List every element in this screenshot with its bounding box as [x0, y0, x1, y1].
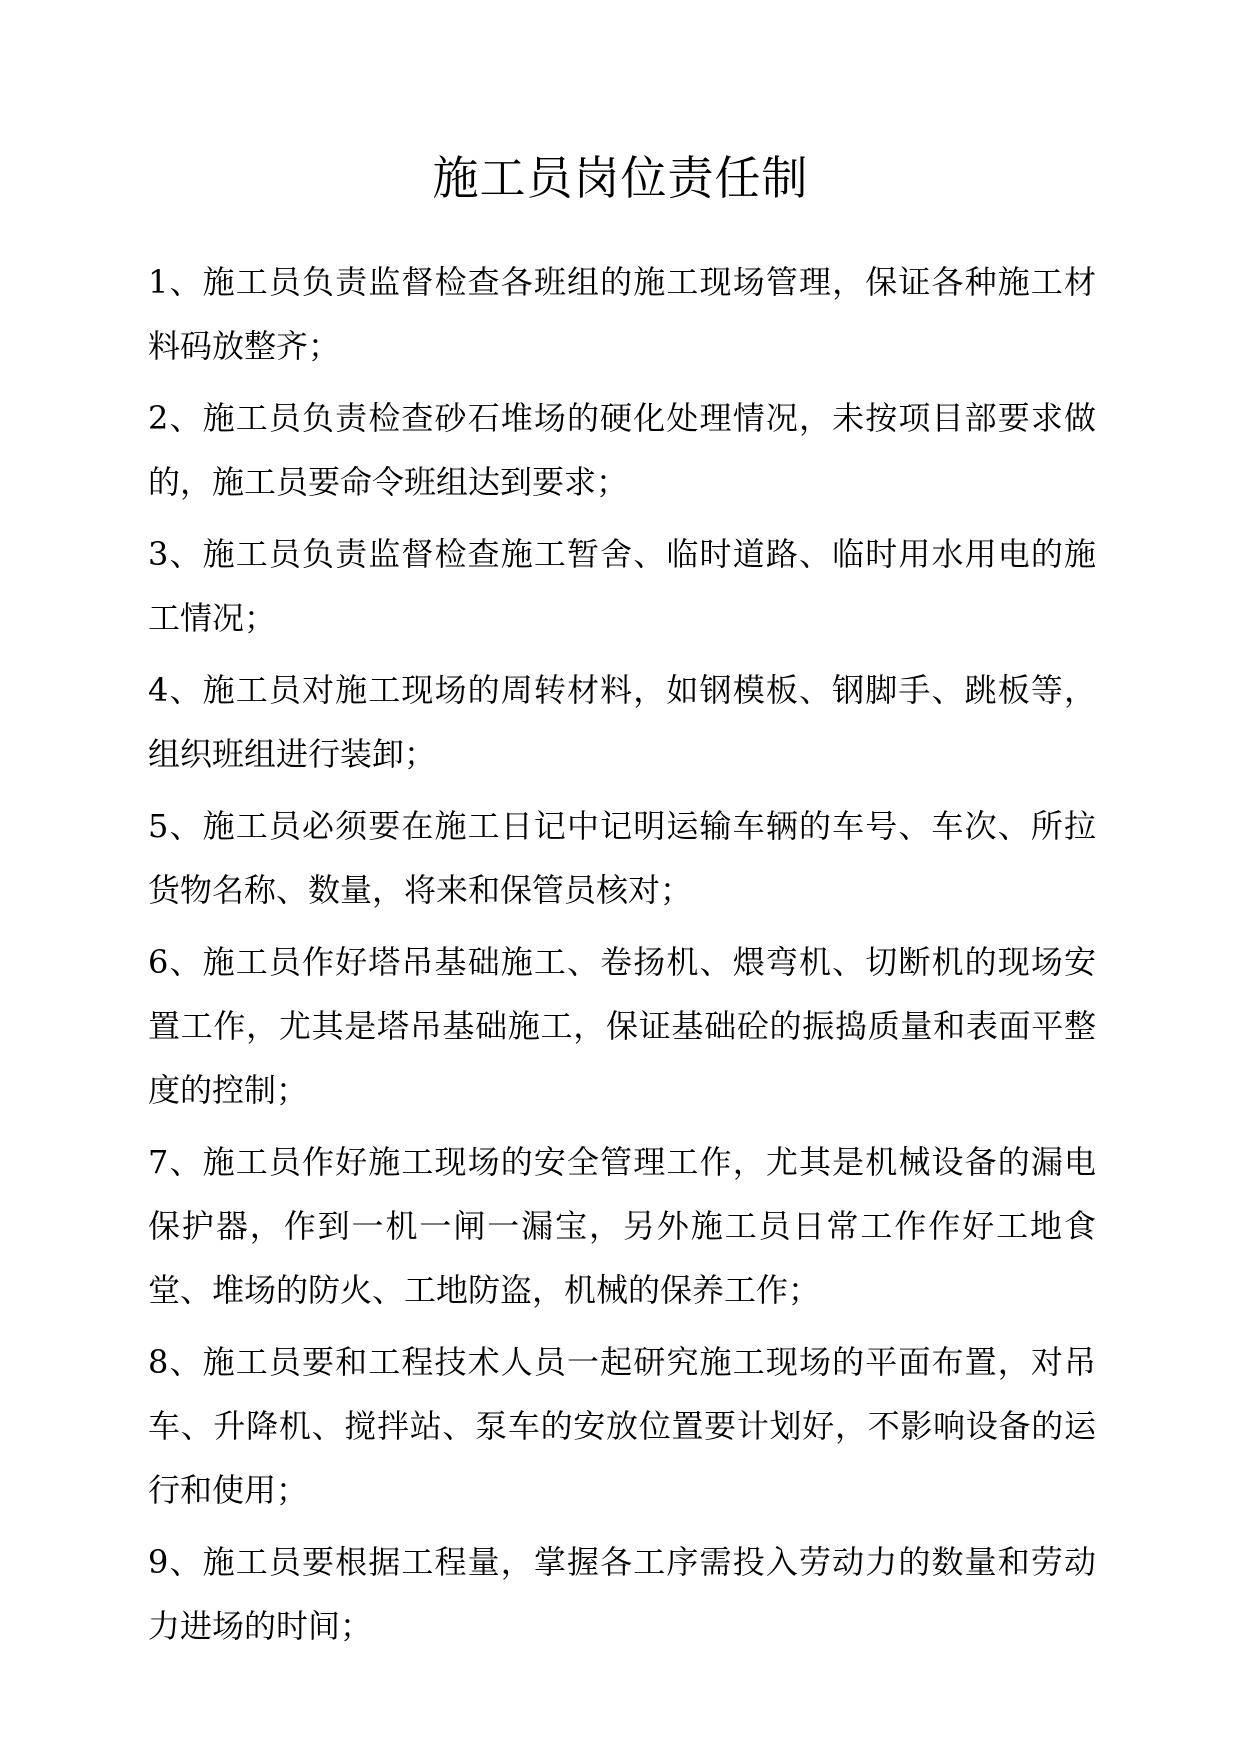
- duty-item-5: 5、施工员必须要在施工日记中记明运输车辆的车号、车次、所拉货物名称、数量，将来和保管员核对；: [148, 807, 1096, 909]
- document-title: 施工员岗位责任制: [432, 151, 809, 205]
- duty-item-3: 3、施工员负责监督检查施工暂舍、临时道路、临时用水用电的施工情况；: [148, 535, 1096, 637]
- duty-item-9: 9、施工员要根据工程量，掌握各工序需投入劳动力的数量和劳动力进场的时间；: [148, 1543, 1096, 1645]
- duty-item-4: 4、施工员对施工现场的周转材料，如钢模板、钢脚手、跳板等，组织班组进行装卸；: [148, 671, 1096, 773]
- document-body: [148, 250, 1096, 1666]
- duty-item-2: 2、施工员负责检查砂石堆场的硬化处理情况，未按项目部要求做的，施工员要命令班组达到要求；: [148, 399, 1096, 501]
- duty-item-7: 7、施工员作好施工现场的安全管理工作，尤其是机械设备的漏电保护器，作到一机一闸一漏宝，另外施工员日常工作作好工地食堂、堆场的防火、工地防盗，机械的保养工作；: [148, 1143, 1096, 1309]
- duty-item-1: 1、施工员负责监督检查各班组的施工现场管理，保证各种施工材料码放整齐；: [148, 263, 1096, 365]
- duty-item-8: 8、施工员要和工程技术人员一起研究施工现场的平面布置，对吊车、升降机、搅拌站、泵车的安放位置要计划好，不影响设备的运行和使用；: [148, 1343, 1096, 1509]
- duty-item-6: 6、施工员作好塔吊基础施工、卷扬机、煨弯机、切断机的现场安置工作，尤其是塔吊基础施工，保证基础砼的振捣质量和表面平整度的控制；: [148, 943, 1096, 1109]
